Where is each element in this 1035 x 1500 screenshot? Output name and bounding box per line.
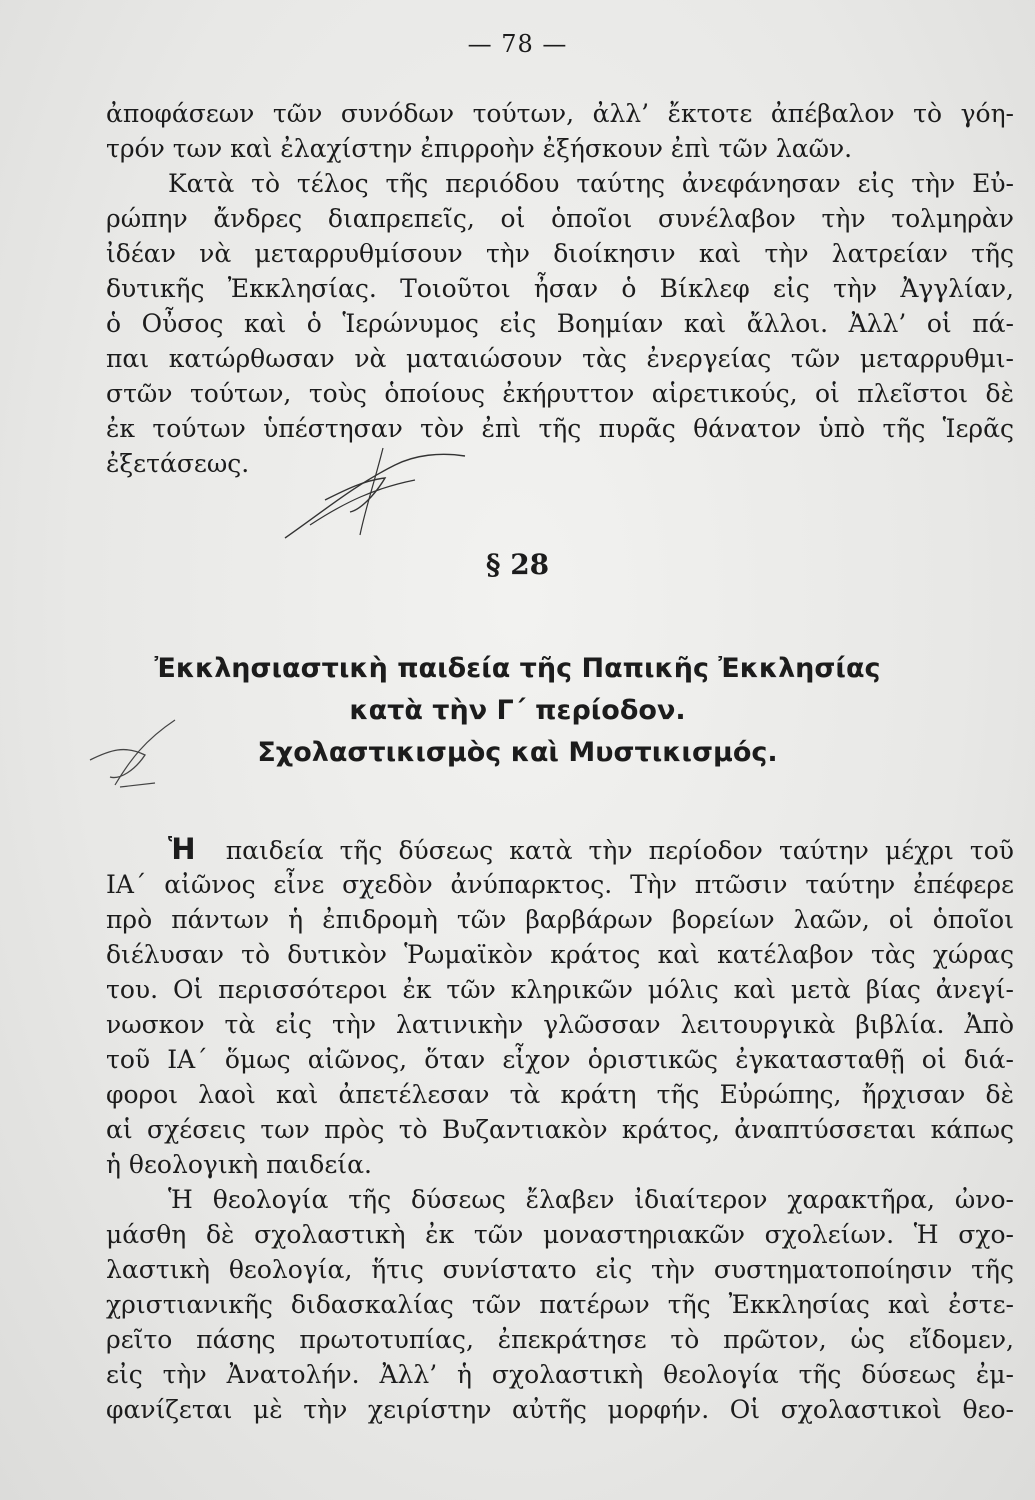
text-line: εἰς τὴν Ἀνατολήν. Ἀλλ’ ἡ σχολαστικὴ θεολογία τῆς δύσεως ἐμ-: [106, 1360, 1014, 1389]
text-line: φανίζεται μὲ τὴν χειρίστην αὐτῆς μορφήν. Οἱ σχολαστικοὶ θεο-: [106, 1395, 1014, 1424]
text-line: στῶν τούτων, τοὺς ὁποίους ἐκήρυττον αἱρετικούς, οἱ πλεῖστοι δὲ: [106, 379, 1014, 408]
text-line: αἱ σχέσεις των πρὸς τὸ Βυζαντιακὸν κράτος, ἀναπτύσσεται κάπως: [106, 1115, 1014, 1144]
text-line: λαστικὴ θεολογία, ἥτις συνίστατο εἰς τὴν συστηματοποίησιν τῆς: [106, 1255, 1014, 1284]
text-line: του. Οἱ περισσότεροι ἐκ τῶν κληρικῶν μόλις καὶ μετὰ βίας ἀνεγί-: [106, 975, 1014, 1004]
text-line: ΙΑ΄ αἰῶνος εἶνε σχεδὸν ἀνύπαρκτος. Τὴν πτῶσιν ταύτην ἐπέφερε: [106, 870, 1014, 899]
text-line: [106, 832, 1014, 867]
text-line: παι κατώρθωσαν νὰ ματαιώσουν τὰς ἐνεργείας τῶν μεταρρυθμι-: [106, 344, 1014, 373]
text-line: τοῦ ΙΑ΄ ὅμως αἰῶνος, ὅταν εἶχον ὁριστικῶς ἐγκατασταθῇ οἱ διά-: [106, 1045, 1014, 1074]
text-line: ἐκ τούτων ὑπέστησαν τὸν ἐπὶ τῆς πυρᾶς θάνατον ὑπὸ τῆς Ἱερᾶς: [106, 414, 1014, 443]
section-number: § 28: [485, 548, 550, 581]
text-line: πρὸ πάντων ἡ ἐπιδρομὴ τῶν βαρβάρων βορείων λαῶν, οἱ ὁποῖοι: [106, 905, 1014, 934]
text-line: ἡ θεολογικὴ παιδεία.: [106, 1150, 372, 1179]
text-line-rest: παιδεία τῆς δύσεως κατὰ τὴν περίοδον ταύτην μέχρι τοῦ: [225, 836, 1014, 865]
text-line: Κατὰ τὸ τέλος τῆς περιόδου ταύτης ἀνεφάνησαν εἰς τὴν Εὐ-: [168, 169, 1014, 198]
text-line: ρεῖτο πάσης πρωτοτυπίας, ἐπεκράτησε τὸ πρῶτον, ὡς εἴδομεν,: [106, 1325, 1014, 1354]
text-line: ἀποφάσεων τῶν συνόδων τούτων, ἀλλ’ ἔκτοτε ἀπέβαλον τὸ γόη-: [106, 99, 1014, 128]
text-line: τρόν των καὶ ἐλαχίστην ἐπιρροὴν ἐξήσκουν ἐπὶ τῶν λαῶν.: [106, 134, 853, 163]
text-block-bottom: [106, 832, 1014, 1427]
text-line: ὁ Οὖσος καὶ ὁ Ἱερώνυμος εἰς Βοημίαν καὶ ἄλλοι. Ἀλλ’ οἱ πά-: [106, 309, 1014, 338]
text-line: νωσκον τὰ εἰς τὴν λατινικὴν γλῶσσαν λειτουργικὰ βιβλία. Ἀπὸ: [106, 1010, 1014, 1039]
heading-line: Ἐκκλησιαστικὴ παιδεία τῆς Παπικῆς Ἐκκλησίας: [154, 653, 881, 684]
text-line: ἐξετάσεως.: [106, 449, 250, 478]
text-line: χριστιανικῆς διδασκαλίας τῶν πατέρων τῆς Ἐκκλησίας καὶ ἐστε-: [106, 1290, 1014, 1319]
page-number: — 78 —: [467, 30, 568, 58]
text-line: ἰδέαν νὰ μεταρρυθμίσουν τὴν διοίκησιν καὶ τὴν λατρείαν τῆς: [106, 239, 1014, 268]
heading-line: Σχολαστικισμὸς καὶ Μυστικισμός.: [257, 737, 778, 768]
text-line: φοροι λαοὶ καὶ ἀπετέλεσαν τὰ κράτη τῆς Εὐρώπης, ἤρχισαν δὲ: [106, 1080, 1014, 1109]
drop-cap: Ἡ: [168, 832, 196, 866]
text-line: μάσθη δὲ σχολαστικὴ ἐκ τῶν μοναστηριακῶν σχολείων. Ἡ σχο-: [106, 1220, 1014, 1249]
handwritten-signature-mark: [265, 440, 485, 550]
text-line: δυτικῆς Ἐκκλησίας. Τοιοῦτοι ἦσαν ὁ Βίκλεφ εἰς τὴν Ἀγγλίαν,: [106, 274, 1014, 303]
text-block-top: [106, 96, 1014, 481]
text-line: ρώπην ἄνδρες διαπρεπεῖς, οἱ ὁποῖοι συνέλαβον τὴν τολμηρὰν: [106, 204, 1014, 233]
text-line: διέλυσαν τὸ δυτικὸν Ῥωμαϊκὸν κράτος καὶ κατέλαβον τὰς χώρας: [106, 940, 1014, 969]
heading-line: κατὰ τὴν Γ΄ περίοδον.: [349, 695, 686, 726]
text-line: Ἡ θεολογία τῆς δύσεως ἔλαβεν ἰδιαίτερον χαρακτῆρα, ὠνο-: [168, 1185, 1014, 1214]
margin-pen-mark: [85, 715, 185, 795]
